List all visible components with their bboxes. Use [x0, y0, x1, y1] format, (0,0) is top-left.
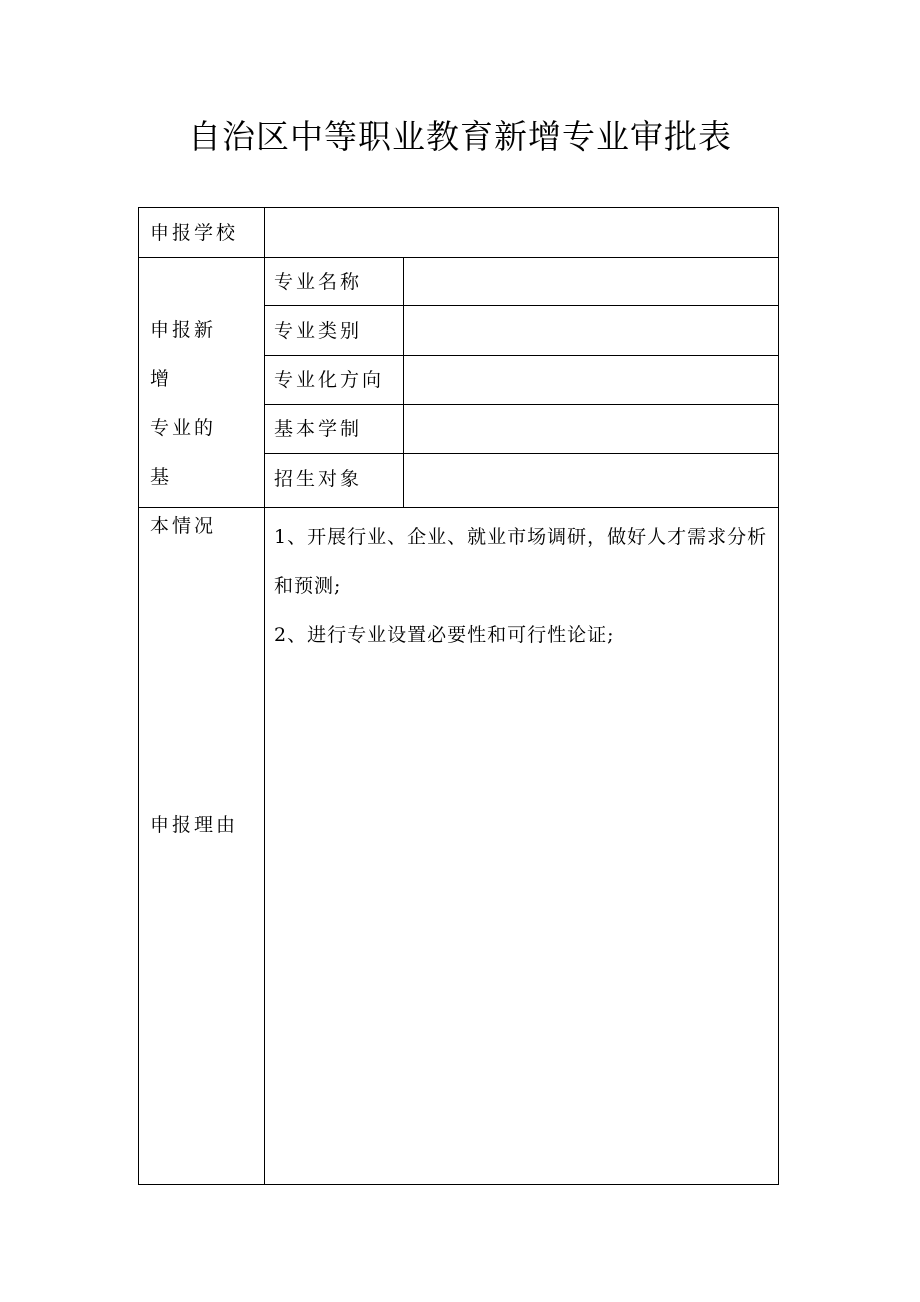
major-category-input[interactable] — [406, 308, 774, 354]
specialization-label: 专业化方向 — [274, 369, 385, 391]
table-border-right — [778, 207, 779, 1185]
reason-label: 申报理由 — [150, 814, 239, 836]
table-border-top — [138, 207, 779, 208]
row-divider — [264, 355, 779, 356]
column-divider — [403, 257, 404, 507]
major-name-label: 专业名称 — [274, 271, 363, 293]
duration-input[interactable] — [406, 406, 774, 452]
basic-info-label-line: 申报新增 — [150, 319, 217, 390]
approval-form — [138, 207, 779, 1185]
row-divider — [264, 404, 779, 405]
table-border-bottom — [138, 1184, 779, 1185]
table-border-left — [138, 207, 139, 1185]
school-input[interactable] — [268, 209, 774, 255]
major-category-label: 专业类别 — [274, 320, 363, 342]
page-title: 自治区中等职业教育新增专业审批表 — [188, 117, 732, 156]
row-divider — [264, 453, 779, 454]
basic-info-label — [150, 306, 230, 551]
basic-info-label-line: 本情况 — [150, 515, 217, 537]
duration-label: 基本学制 — [274, 418, 363, 440]
reason-text-area[interactable] — [274, 513, 774, 660]
enrollment-target-label: 招生对象 — [274, 468, 363, 490]
reason-item: 1、开展行业、企业、就业市场调研，做好人才需求分析和预测; — [274, 526, 768, 597]
row-divider — [264, 305, 779, 306]
row-divider — [138, 257, 779, 258]
column-divider — [264, 207, 265, 1185]
specialization-input[interactable] — [406, 357, 774, 403]
enrollment-target-input[interactable] — [406, 456, 774, 502]
school-label: 申报学校 — [150, 222, 239, 244]
row-divider — [138, 507, 779, 508]
reason-item: 2、进行专业设置必要性和可行性论证; — [274, 624, 615, 646]
major-name-input[interactable] — [406, 259, 774, 305]
basic-info-label-line: 专业的基 — [150, 417, 217, 488]
